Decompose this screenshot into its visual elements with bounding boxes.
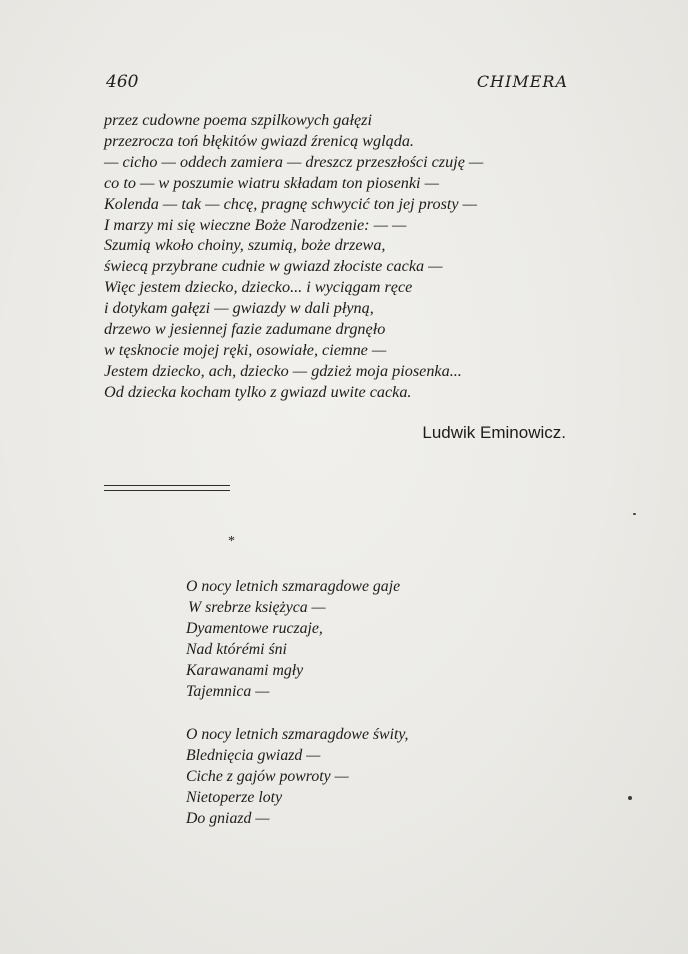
poem-second-stanza-1 — [186, 576, 506, 702]
poem-line: Jestem dziecko, ach, dziecko — gdzież moja piosenka... — [104, 361, 462, 380]
poem-line: W srebrze księżyca — — [188, 599, 326, 616]
poem-line: i dotykam gałęzi — gwiazdy w dali płyną, — [104, 299, 374, 318]
poem-line: O nocy letnich szmaragdowe świty, — [186, 726, 409, 743]
poem-line: — cicho — oddech zamiera — dreszcz przeszłości czuję — — [104, 152, 484, 171]
poem-line: Do gniazd — — [186, 810, 270, 827]
poem-line: Kolenda — tak — chcę, pragnę schwycić ton jej prosty — — [104, 194, 477, 213]
poem-line: Od dziecka kocham tylko z gwiazd uwite cacka. — [104, 382, 412, 401]
poem-line: Ciche z gajów powroty — — [186, 768, 349, 785]
poem-line: Tajemnica — — [186, 683, 270, 700]
ink-speck — [633, 513, 636, 515]
poem-line: drzewo w jesiennej fazie zadumane drgnęło — [104, 320, 386, 339]
page-header — [106, 72, 568, 94]
poem-first — [104, 110, 564, 403]
poem-line: Nad którémi śni — [186, 641, 287, 658]
poem-line: Więc jestem dziecko, dziecko... i wyciągam ręce — [104, 278, 413, 297]
poem-line: Blednięcia gwiazd — — [186, 747, 321, 764]
author-signature: Ludwik Eminowicz. — [422, 423, 566, 442]
poem-line: Szumią wkoło choiny, szumią, boże drzewa, — [104, 236, 386, 255]
poem-line: Karawanami mgły — [186, 662, 304, 679]
poem-second-stanza-2 — [186, 724, 506, 829]
poem-line: co to — w poszumie wiatru składam ton piosenki — — [104, 173, 439, 192]
separator-rule — [104, 490, 230, 491]
poem-line: przezrocza toń błękitów gwiazd źrenicą wgląda. — [104, 131, 414, 150]
poem-line: świecą przybrane cudnie w gwiazd złociste cacka — — [104, 257, 443, 276]
ink-speck — [628, 796, 632, 800]
running-head-title: CHIMERA — [476, 72, 568, 91]
poem-line: O nocy letnich szmaragdowe gaje — [186, 578, 401, 595]
separator-rule — [104, 485, 230, 486]
section-asterisk: * — [228, 534, 235, 549]
poem-line: w tęsknocie mojej ręki, osowiałe, ciemne — — [104, 340, 387, 359]
page-number: 460 — [106, 72, 139, 92]
poem-line: Dyamentowe ruczaje, — [186, 620, 323, 637]
poem-line: przez cudowne poema szpilkowych gałęzi — [104, 111, 372, 129]
poem-line: Nietoperze loty — [186, 789, 283, 806]
poem-line: I marzy mi się wieczne Boże Narodzenie: — — — [104, 215, 407, 234]
